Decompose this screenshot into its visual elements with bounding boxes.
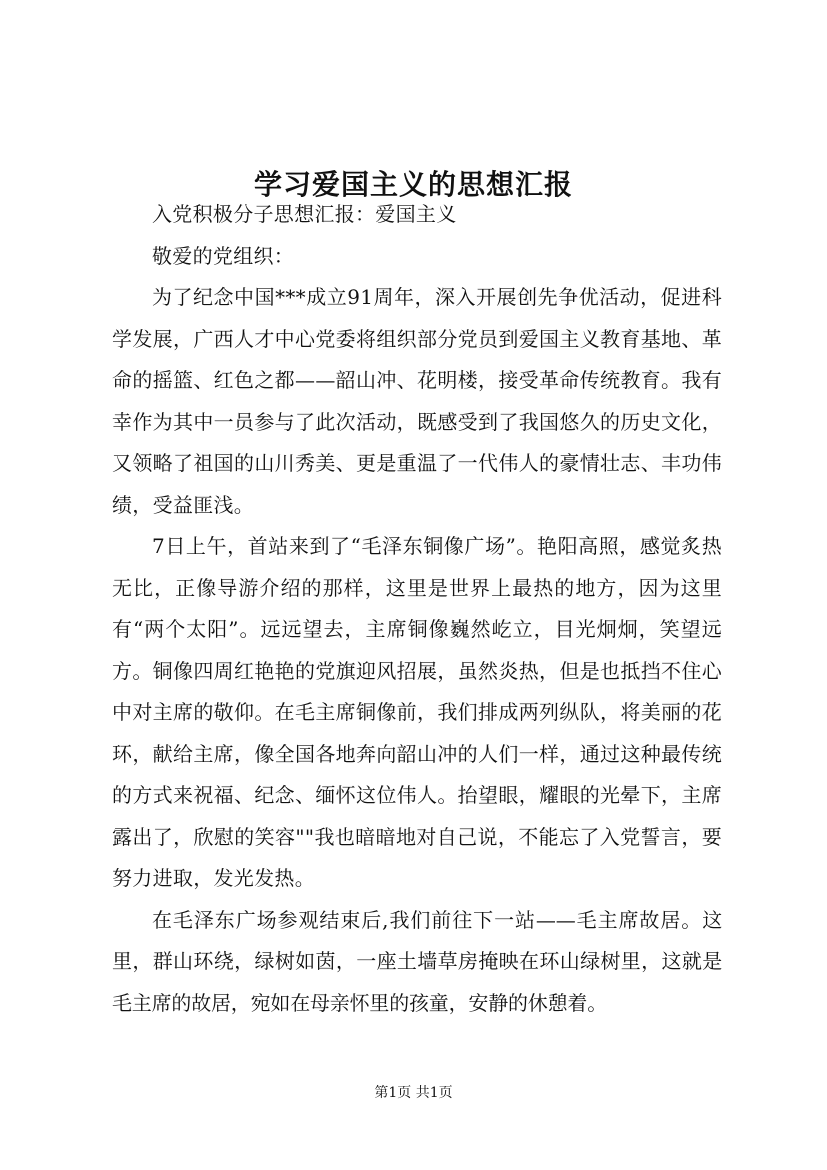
document-body xyxy=(112,194,722,1024)
salutation-paragraph: 敬爱的党组织： xyxy=(152,243,295,268)
body-paragraph-2: 7日上午，首站来到了“毛泽东铜像广场”。艳阳高照，感觉炙热无比，正像导游介绍的那样，这里是世界上最热的地方，因为这里有“两个太阳”。远远望去，主席铜像巍然屹立，目光炯炯，笑望远方。铜像四周红艳艳的党旗迎风招展，虽然炎热，但是也抵挡不住心中对主席的敬仰。在毛主席铜像前，我们排成两列纵队，将美丽的花环，献给主席，像全国各地奔向韶山冲的人们一样，通过这种最传统的方式来祝福、纪念、缅怀这位伟人。抬望眼，耀眼的光晕下，主席露出了，欣慰的笑容""我也暗暗地对自己说，不能忘了入党誓言，要努力进取，发光发热。 xyxy=(112,534,722,890)
document-title: 学习爱国主义的思想汇报 xyxy=(253,167,573,201)
subtitle-paragraph: 入党积极分子思想汇报：爱国主义 xyxy=(152,202,457,226)
page-footer: 第1页 共1页 xyxy=(374,1085,453,1101)
body-paragraph-1: 为了纪念中国***成立91周年，深入开展创先争优活动，促进科学发展，广西人才中心党委将组织部分党员到爱国主义教育基地、革命的摇篮、红色之都——韶山冲、花明楼，接受革命传统教育。我有幸作为其中一员参与了此次活动，既感受到了我国悠久的历史文化，又领略了祖国的山川秀美、更是重温了一代伟人的豪情壮志、丰功伟绩，受益匪浅。 xyxy=(112,285,722,517)
body-paragraph-3: 在毛泽东广场参观结束后,我们前往下一站——毛主席故居。这里，群山环绕，绿树如茵，一座土墙草房掩映在环山绿树里，这就是毛主席的故居，宛如在母亲怀里的孩童，安静的休憩着。 xyxy=(112,907,722,1015)
